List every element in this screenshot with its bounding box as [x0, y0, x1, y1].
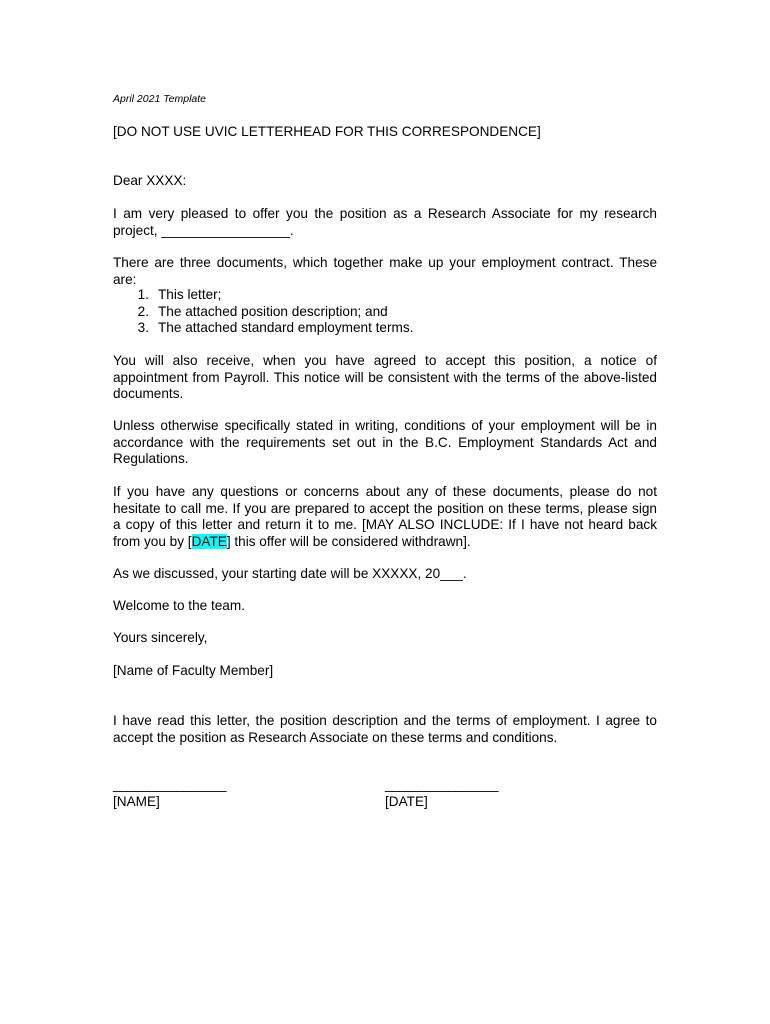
date-signature-line: ________________: [385, 777, 498, 792]
welcome-paragraph: Welcome to the team.: [113, 598, 245, 613]
list-item: [113, 287, 413, 304]
contract-documents-paragraph: There are three documents, which together make up your employment contract. These are:: [113, 255, 657, 287]
list-item: [113, 320, 413, 337]
list-item-number: 1.: [137, 287, 149, 302]
employment-conditions-paragraph: Unless otherwise specifically stated in writing, conditions of your employment will be in accordance with the requirements set out in the B.C. Employment Standards Act and Regulations.: [113, 418, 657, 466]
list-item-number: 3.: [137, 320, 149, 335]
closing: Yours sincerely,: [113, 630, 208, 645]
date-label: [DATE]: [385, 794, 428, 809]
payroll-notice-paragraph: You will also receive, when you have agreed to accept this position, a notice of appointment from Payroll. This notice will be consistent with the terms of the above-listed documents.: [113, 353, 657, 401]
date-placeholder-highlight: DATE: [191, 533, 227, 549]
list-item-number: 2.: [137, 303, 149, 319]
offer-paragraph: I am very pleased to offer you the position as a Research Associate for my research project, _________________.: [113, 206, 657, 238]
letterhead-notice: [DO NOT USE UVIC LETTERHEAD FOR THIS CORRESPONDENCE]: [113, 124, 541, 139]
signer-name: [Name of Faculty Member]: [113, 663, 274, 678]
acceptance-paragraph: I have read this letter, the position description and the terms of employment. I agree to accept the position as Research Associate on these terms and conditions.: [113, 713, 657, 745]
list-item-text: The attached position description; and: [158, 303, 388, 319]
documents-list: [113, 287, 413, 337]
salutation: Dear XXXX:: [113, 173, 187, 188]
questions-paragraph: [113, 484, 657, 550]
questions-text: If you have any questions or concerns about any of these documents, please do not hesitate to call me. If you are prepared to accept the position on these terms, please sign a copy of this letter and return it to me. [MAY ALSO INCLUDE: If I have not heard back from you by [: [113, 484, 657, 549]
questions-text-end: ] this offer will be considered withdrawn].: [226, 533, 471, 549]
list-item-text: The attached standard employment terms.: [158, 320, 414, 335]
name-signature-line: ________________: [113, 777, 226, 792]
name-label: [NAME]: [113, 794, 160, 809]
list-item: [113, 304, 413, 321]
template-label: April 2021 Template: [113, 93, 207, 105]
start-date-paragraph: As we discussed, your starting date will be XXXXX, 20___.: [113, 566, 467, 581]
list-item-text: This letter;: [158, 287, 222, 302]
